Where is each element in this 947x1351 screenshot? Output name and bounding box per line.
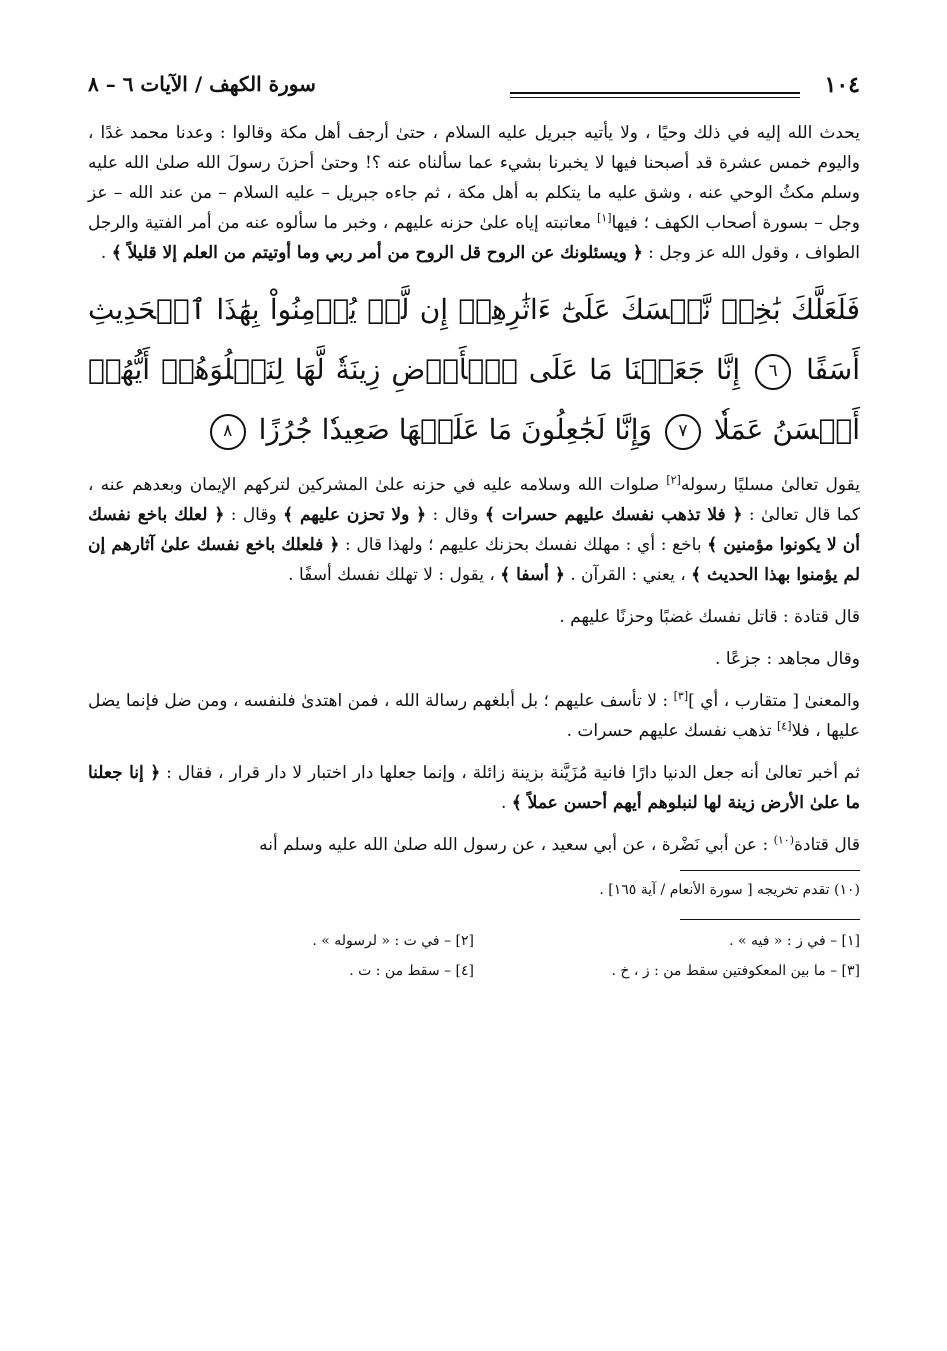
paragraph-1: يحدث الله إليه في ذلك وحيًا ، ولا يأتيه جبريل عليه السلام ، حتىٰ أرجف أهل مكة وقالوا : وعدنا محمد غدًا ، واليوم خمس عشرة قد أصبحنا فيها لا يخبرنا بشيء عما سألناه عنه ؟! وحتىٰ أحزنَ رسولَ الله صلىٰ الله عليه وسلم مكثُ الوحي عنه ، وشق عليه ما يتكلم به أهل مكة ، ثم جاءه جبريل – عليه السلام – من عند الله – عز وجل – بسورة أصحاب الكهف ؛ فيها[١] معاتبته إياه علىٰ حزنه عليهم ، وخبر ما سألوه عنه من أمر الفتية والرجل الطواف ، وقول الله عز وجل : ﴿ ويسئلونك عن الروح قل الروح من أمر ربي وما أوتيتم من العلم إلا قليلاً ﴾ . (88, 123, 861, 263)
header-rule (510, 92, 800, 94)
quran-quote: ﴿ إنا جعلنا ما علىٰ الأرض زينة لها لنبلوهم أيهم أحسن عملاً ﴾ (88, 763, 860, 813)
quran-quote: ﴿ فلا تذهب نفسك عليهم حسرات ﴾ (484, 505, 743, 525)
footnote-ref: [٣] (673, 689, 689, 703)
ayah-marker-icon: ٦ (755, 354, 791, 390)
quran-quote: ﴿ ويسئلونك عن الروح قل الروح من أمر ربي وما أوتيتم من العلم إلا قليلاً ﴾ (111, 243, 643, 263)
footnote-ref: [٢] (666, 473, 681, 487)
ayah-marker-icon: ٨ (210, 414, 246, 450)
paragraph-7: قال قتادة$^{(١٠)}$ : عن أبي نَضْرة ، عن أبي سعيد ، عن رسول الله صلىٰ الله عليه وسلم أنه (259, 833, 860, 855)
quran-quote: ﴿ ولا تحزن عليهم ﴾ (283, 505, 427, 525)
quran-quote: ﴿ لعلك باخع نفسك أن لا يكونوا مؤمنين ﴾ (88, 505, 860, 555)
footnote-10: (١٠) تقدم تخريجه [ سورة الأنعام / آية ١٦٥] . (599, 882, 860, 898)
header-rule-thin (510, 97, 800, 98)
paragraph-4: وقال مجاهد : جزعًا . (715, 649, 860, 669)
quran-quote: ﴿ أسفا ﴾ (500, 565, 565, 585)
verse-6: فَلَعَلَّكَ بَٰخِعٞ نَّفۡسَكَ عَلَىٰٓ ءَاثَٰرِهِمۡ إِن لَّمۡ يُؤۡمِنُواْ بِهَٰذَا ٱلۡحَدِيثِ أَسَفًا (88, 293, 860, 386)
quran-quote: ﴿ فلعلك باخع نفسك علىٰ آثارهم إن لم يؤمنوا بهذا الحديث ﴾ (88, 535, 860, 585)
footnote-ref: (١٠) (773, 833, 795, 847)
paragraph-3: قال قتادة : قاتل نفسك غضبًا وحزنًا عليهم . (559, 607, 860, 627)
footnote-separator (680, 919, 860, 920)
variant-note-2: [٢] – في ت : « لرسوله » . (312, 933, 474, 949)
quran-verses (88, 280, 860, 460)
variant-note-1: [١] – في ز : « فيه » . (729, 933, 860, 949)
paragraph-5: والمعنىٰ [ متقارب ، أي ][٣] : لا تأسف عليهم ؛ بل أبلغهم رسالة الله ، فمن اهتدىٰ فلنفسه ، ومن ضل فإنما يضل عليها ، فلا[٤] تذهب نفسك عليهم حسرات . (88, 689, 860, 741)
paragraph-6: ثم أخبر تعالىٰ أنه جعل الدنيا دارًا فانية مُزَيَّنة بزينة زائلة ، وإنما جعلها دار اختبار لا دار قرار ، فقال : ﴿ إنا جعلنا ما علىٰ الأرض زينة لها لنبلوهم أيهم أحسن عملاً ﴾ . (88, 763, 860, 813)
footnote-ref: [١] (596, 211, 612, 225)
variant-note-4: [٤] – سقط من : ت . (349, 963, 474, 979)
footnote-separator (680, 870, 860, 871)
page-number: ١٠٤ (824, 72, 860, 98)
variant-notes (88, 926, 860, 986)
paragraph-2: يقول تعالىٰ مسليًا رسوله[٢] صلوات الله وسلامه عليه في حزنه علىٰ المشركين لتركهم الإيمان وبعدهم عنه ، كما قال تعالىٰ : ﴿ فلا تذهب نفسك عليهم حسرات ﴾ وقال : ﴿ ولا تحزن عليهم ﴾ وقال : ﴿ لعلك باخع نفسك أن لا يكونوا مؤمنين ﴾ باخع : أي : مهلك نفسك بحزنك عليهم ؛ ولهذا قال : ﴿ فلعلك باخع نفسك علىٰ آثارهم إن لم يؤمنوا بهذا الحديث ﴾ ، يعني : القرآن . ﴿ أسفا ﴾ ، يقول : لا تهلك نفسك أسفًا . (88, 473, 861, 585)
verse-8: وَإِنَّا لَجَٰعِلُونَ مَا عَلَيۡهَا صَعِيدٗا جُرُزًا (258, 413, 652, 446)
page-body (88, 118, 860, 986)
page-header (88, 72, 860, 110)
variant-note-3: [٣] – ما بين المعكوفتين سقط من : ز ، خ . (611, 963, 860, 979)
ayah-marker-icon: ٧ (665, 414, 701, 450)
running-title: سورة الكهف / الآيات ٦ – ٨ (88, 72, 316, 96)
footnote-ref: [٤] (777, 719, 792, 733)
verse-7: إِنَّا جَعَلۡنَا مَا عَلَى ٱلۡأَرۡضِ زِينَةٗ لَّهَا لِنَبۡلُوَهُمۡ أَيُّهُمۡ أَحۡسَنُ عَمَلٗا (88, 353, 860, 446)
